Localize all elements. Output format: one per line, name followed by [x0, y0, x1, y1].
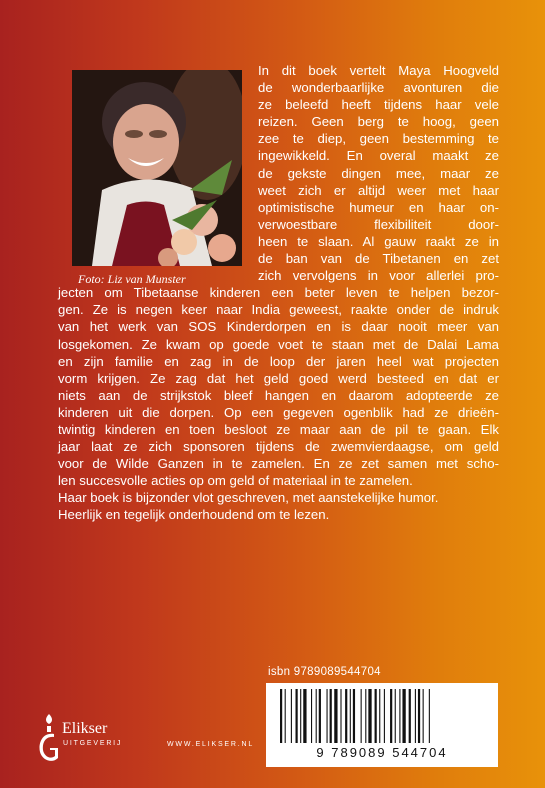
blurb-line: twintig kinderen en toen besloot ze maar aan de pil te gaan. Elk	[58, 421, 499, 437]
blurb-line: Haar boek is bijzonder vlot geschreven, met aanstekelijke humor.	[58, 490, 439, 506]
blurb-line: gen. Ze is negen keer naar India geweest, raakte onder de indruk	[58, 302, 499, 318]
blurb-line: voor de Wilde Ganzen in te zamelen. En ze zet samen met scho-	[58, 456, 499, 472]
blurb-line: weet zich er altijd weer met haar	[258, 182, 499, 198]
photo-caption: Foto: Liz van Munster	[78, 272, 186, 286]
blurb-line: de gekste dingen mee, maar ze	[258, 165, 499, 181]
blurb-line: vorm krijgen. Ze zag dat het geld goed werd besteed en dat er	[58, 370, 499, 386]
publisher-website[interactable]: WWW.ELIKSER.NL	[167, 741, 255, 748]
blurb-line: verwoestbare flexibiliteit door-	[258, 216, 499, 232]
blurb-line: jecten om Tibetaanse kinderen een beter leven te helpen bezor-	[58, 285, 499, 301]
barcode-digits: 9 789089 544704	[316, 745, 448, 760]
blurb-line: niets aan de strijkstok bleef hangen en daarom adopteerde ze	[58, 387, 499, 403]
publisher-subtitle: UITGEVERIJ	[63, 740, 123, 747]
blurb-line: kinderen uit die dorpen. Op een gegeven ogenblik had ze drieën-	[58, 404, 499, 420]
barcode	[266, 683, 498, 767]
blurb-line: In dit boek vertelt Maya Hoogveld	[258, 63, 499, 78]
publisher-logo	[36, 712, 156, 766]
blurb-line: zich vervolgens in voor allerlei pro-	[258, 268, 499, 284]
barcode-bars	[280, 689, 484, 743]
blurb-inset-block	[258, 62, 499, 284]
blurb-line: ingewikkeld. En overal maakt ze	[258, 148, 499, 164]
blurb-line: optimistische humeur en haar on-	[258, 199, 499, 215]
blurb-line: van het werk van SOS Kinderdorpen en is daar nooit meer van	[58, 319, 499, 335]
blurb-line: en zijn familie en zag in de loop der jaren heel wat projecten	[58, 353, 499, 369]
blurb-line: heen te slaan. Al gauw raakt ze in	[258, 233, 499, 249]
blurb-line: losgekomen. Ze kwam op goede voet te staan met de Dalai Lama	[58, 336, 499, 352]
blurb-line: ze beleefd heeft tijdens haar vele	[258, 97, 499, 113]
blurb-line: jaar laat ze zich sponsoren tijdens de zwemvierdaagse, om geld	[58, 439, 499, 455]
blurb-line: Heerlijk en tegelijk onderhoudend om te lezen.	[58, 507, 330, 523]
publisher-name: Elikser	[62, 720, 108, 737]
blurb-line: de ban van de Tibetanen en zet	[258, 251, 499, 267]
back-cover-blurb	[58, 62, 499, 524]
isbn-label: isbn 9789089544704	[268, 666, 381, 678]
blurb-line: reizen. Geen berg te hoog, geen	[258, 114, 499, 130]
publisher-logo-icon	[36, 712, 62, 766]
blurb-line: de wonderbaarlijke avonturen die	[258, 80, 499, 96]
blurb-line: len succesvolle acties op om geld of materiaal in te zamelen.	[58, 473, 413, 489]
blurb-line: zee te diep, geen bestemming te	[258, 131, 499, 147]
